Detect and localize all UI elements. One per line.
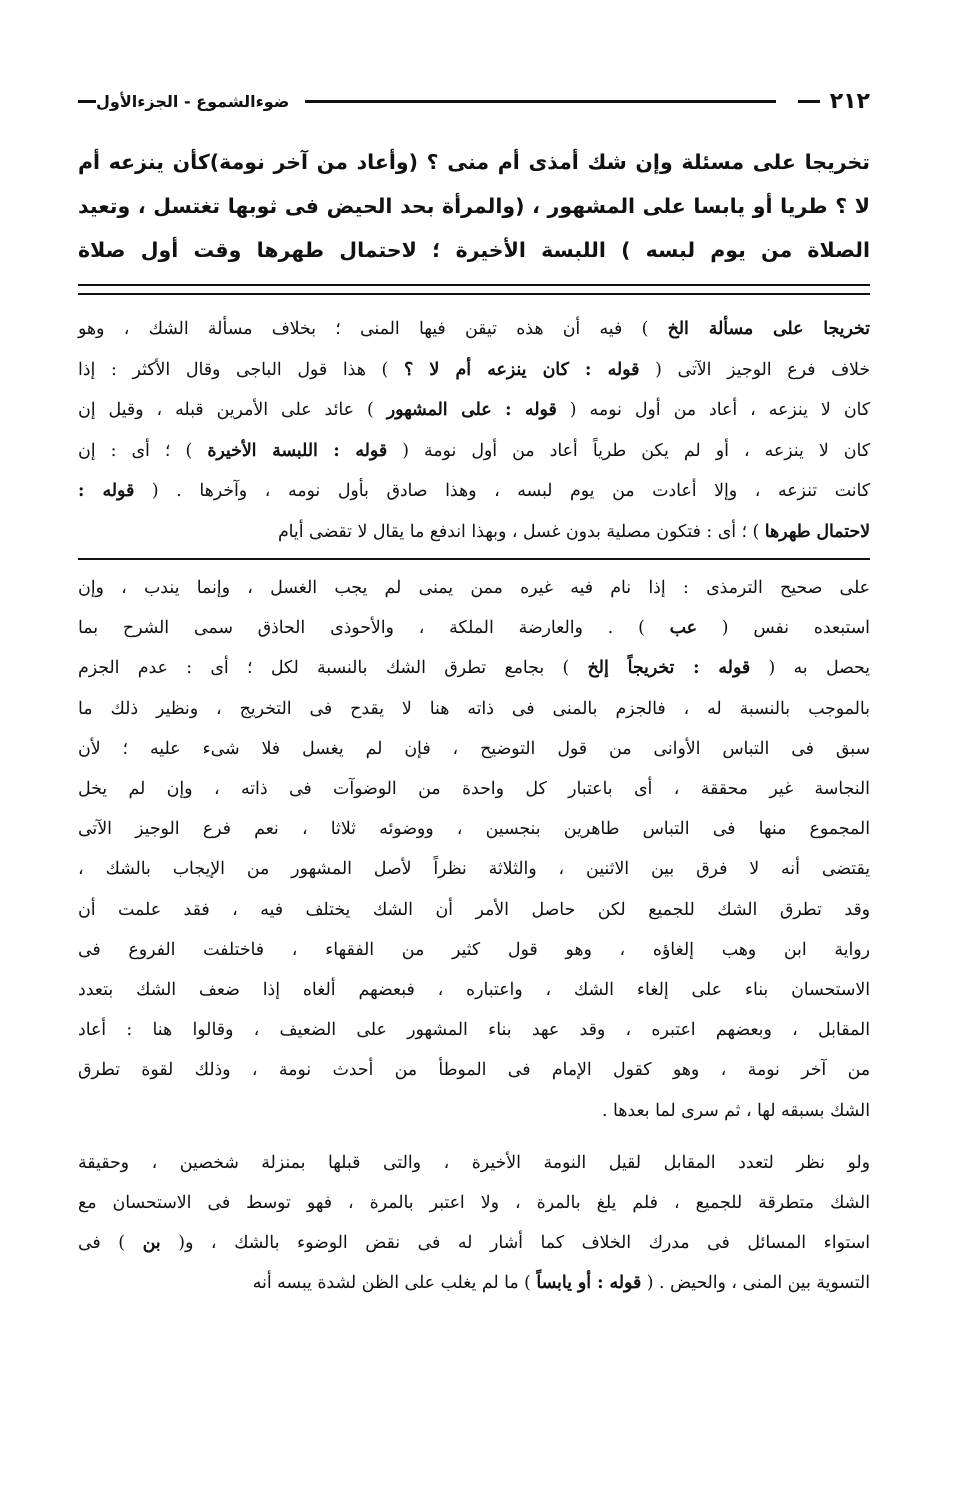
text-run: الشك متطرقة للجميع ، فلم يلغ بالمرة ، ولا اعتبر بالمرة ، فهو توسط فى الاستحسان مع — [78, 1193, 870, 1214]
gloss-line — [78, 1143, 870, 1183]
commentary-line — [78, 431, 870, 472]
gloss-line — [78, 689, 870, 729]
text-run: المجموع منها فى التباس طاهرين بنجسين ، ووضوئه ثلاثا ، نعم فرع الوجيز الآتى — [78, 819, 870, 840]
bold-lemma: قوله : اللبسة الأخيرة — [207, 440, 388, 461]
bold-lemma: قوله : — [78, 481, 135, 501]
text-run: رواية ابن وهب إلغاؤه ، وهو قول كثير من الفقهاء ، فاختلفت الفروع فى — [78, 939, 870, 960]
gloss-line — [78, 849, 870, 889]
matn-line: الصلاة من يوم لبسه ) اللبسة الأخيرة ؛ لاحتمال طهرها وقت أول صلاة — [78, 238, 870, 262]
text-run: كان لا ينزعه ، أعاد من أول نومه ( — [569, 400, 871, 420]
text-run: الاستحسان بناء على إلغاء الشك ، واعتباره ، فبعضهم ألغاه إذا ضعف الشك بتعدد — [78, 980, 870, 1001]
text-run: ) . والعارضة الملكة ، والأحوذى الحاذق سمى الشرح بما — [78, 618, 645, 639]
gloss-line — [78, 1010, 870, 1050]
gloss-line — [78, 1183, 870, 1223]
text-run: ) ما لم يغلب على الظن لشدة يبسه أنه — [252, 1273, 531, 1294]
gloss-paragraph-2 — [78, 1143, 870, 1304]
matn-line: تخريجا على مسئلة وإن شك أمذى أم منى ؟ (وأعاد من آخر نومة)كأن ينزعه أم — [78, 150, 870, 174]
text-run: ) ؛ أى : إن — [78, 440, 193, 461]
text-run: ) هذا قول الباجى وقال الأكثر : إذا — [78, 359, 389, 380]
double-divider — [78, 284, 870, 295]
text-run: يقتضى أنه لا فرق بين الاثنين ، والثلاثة نظراً لأصل المشهور من الإيجاب بالشك ، — [78, 859, 870, 880]
gloss-line — [78, 608, 870, 648]
commentary-section — [78, 309, 870, 552]
text-run: استواء المسائل فى مدرك الخلاف كما أشار له فى نقض الوضوء بالشك ، و( — [178, 1233, 871, 1254]
footnote-divider — [78, 558, 870, 560]
page-number: ٢١٢ — [829, 88, 870, 114]
text-run: النجاسة غير محققة ، أى باعتبار كل واحدة من الوضوآت فى ذاته ، وإن لم يخل — [78, 779, 870, 800]
bold-lemma: قوله : على المشهور — [386, 400, 557, 420]
gloss-line — [78, 568, 870, 608]
text-run: كان لا ينزعه ، أو لم يكن طرياً أعاد من أول نومة ( — [402, 440, 870, 461]
text-run: على صحيح الترمذى : إذا نام فيه غيره ممن يمنى لم يجب الغسل ، وإنما يندب ، وإن — [78, 578, 870, 598]
commentary-line — [78, 512, 870, 553]
book-page — [78, 84, 870, 1304]
text-run: وقد تطرق الشك للجميع لكن حاصل الأمر أن الشك يختلف فيه ، فقد علمت أن — [78, 899, 870, 920]
gloss-line — [78, 648, 870, 688]
text-run: يحصل به ( — [768, 658, 870, 679]
bold-lemma: قوله : أو يابساً — [536, 1273, 642, 1294]
text-run: ) عائد على الأمرين قبله ، وقيل إن — [78, 400, 374, 420]
header-dash — [798, 100, 820, 103]
text-run: كانت تنزعه ، وإلا أعادت من يوم لبسه ، وهذا صادق بأول نومه ، وآخرها . ( — [151, 481, 870, 501]
gloss-line — [78, 1091, 870, 1131]
bold-lemma: قوله : كان ينزعه أم لا ؟ — [404, 359, 640, 380]
text-run: ) فى — [78, 1233, 126, 1254]
text-run: ولو نظر لتعدد المقابل لقيل النومة الأخيرة ، والتى قبلها بمنزلة شخصين ، وحقيقة — [78, 1152, 870, 1173]
header-rule — [305, 100, 775, 103]
matn-text — [78, 140, 870, 272]
commentary-line — [78, 390, 870, 431]
gloss-line — [78, 729, 870, 769]
bold-lemma: لاحتمال طهرها — [764, 521, 870, 542]
gloss-line — [78, 809, 870, 849]
text-run: من آخر نومة ، وهو كقول الإمام فى الموطأ من أحدث نومة ، وذلك لقوة تطرق — [78, 1060, 870, 1081]
text-run: استبعده نفس ( — [721, 618, 870, 639]
gloss-section — [78, 568, 870, 1304]
matn-line: لا ؟ طريا أو يابسا على المشهور ، (والمرأة بحد الحيض فى ثوبها تغتسل ، وتعيد — [78, 194, 870, 218]
bold-lemma: بن — [142, 1233, 161, 1254]
gloss-line — [78, 1050, 870, 1090]
gloss-line — [78, 970, 870, 1010]
gloss-line — [78, 890, 870, 930]
commentary-line — [78, 471, 870, 512]
bold-lemma: عب — [669, 618, 697, 639]
header-dash-end — [78, 100, 96, 103]
bold-lemma: تخريجا على مسألة الخ — [667, 319, 870, 339]
text-run: خلاف فرع الوجيز الآتى ( — [655, 359, 870, 380]
page-header — [78, 84, 870, 118]
gloss-line — [78, 1223, 870, 1263]
text-run: سبق فى التباس الأوانى من قول التوضيح ، فإن لم يغسل فلا شىء عليه ؛ لأن — [78, 738, 870, 759]
text-run: المقابل ، وبعضهم اعتبره ، وقد عهد بناء المشهور على الضعيف ، وقالوا هنا : أعاد — [78, 1020, 870, 1041]
commentary-line — [78, 309, 870, 350]
paragraph-gap — [78, 1131, 870, 1143]
gloss-line — [78, 1263, 870, 1303]
text-run: بالموجب بالنسبة له ، فالجزم بالمنى فى ذاته هنا لا يقدح فى التخريج ، ونظير ذلك ما — [78, 698, 870, 719]
text-run: ) ؛ أى : فتكون مصلية بدون غسل ، وبهذا اندفع ما يقال لا تقضى أيام — [277, 521, 760, 542]
text-run: التسوية بين المنى ، والحيض . ( — [646, 1273, 870, 1294]
gloss-line — [78, 930, 870, 970]
text-run: ) فيه أن هذه تيقن فيها المنى ؛ بخلاف مسألة الشك ، وهو — [78, 319, 649, 339]
text-run: ) بجامع تطرق الشك بالنسبة لكل ؛ أى : عدم الجزم — [78, 658, 570, 679]
commentary-line — [78, 350, 870, 391]
text-run: الشك بسبقه لها ، ثم سرى لما بعدها . — [602, 1100, 870, 1121]
gloss-line — [78, 769, 870, 809]
running-title: ضوءالشموع - الجزءالأول — [96, 91, 290, 111]
bold-lemma: قوله : تخريجاً إلخ — [587, 658, 751, 679]
gloss-paragraph-1 — [78, 568, 870, 1131]
